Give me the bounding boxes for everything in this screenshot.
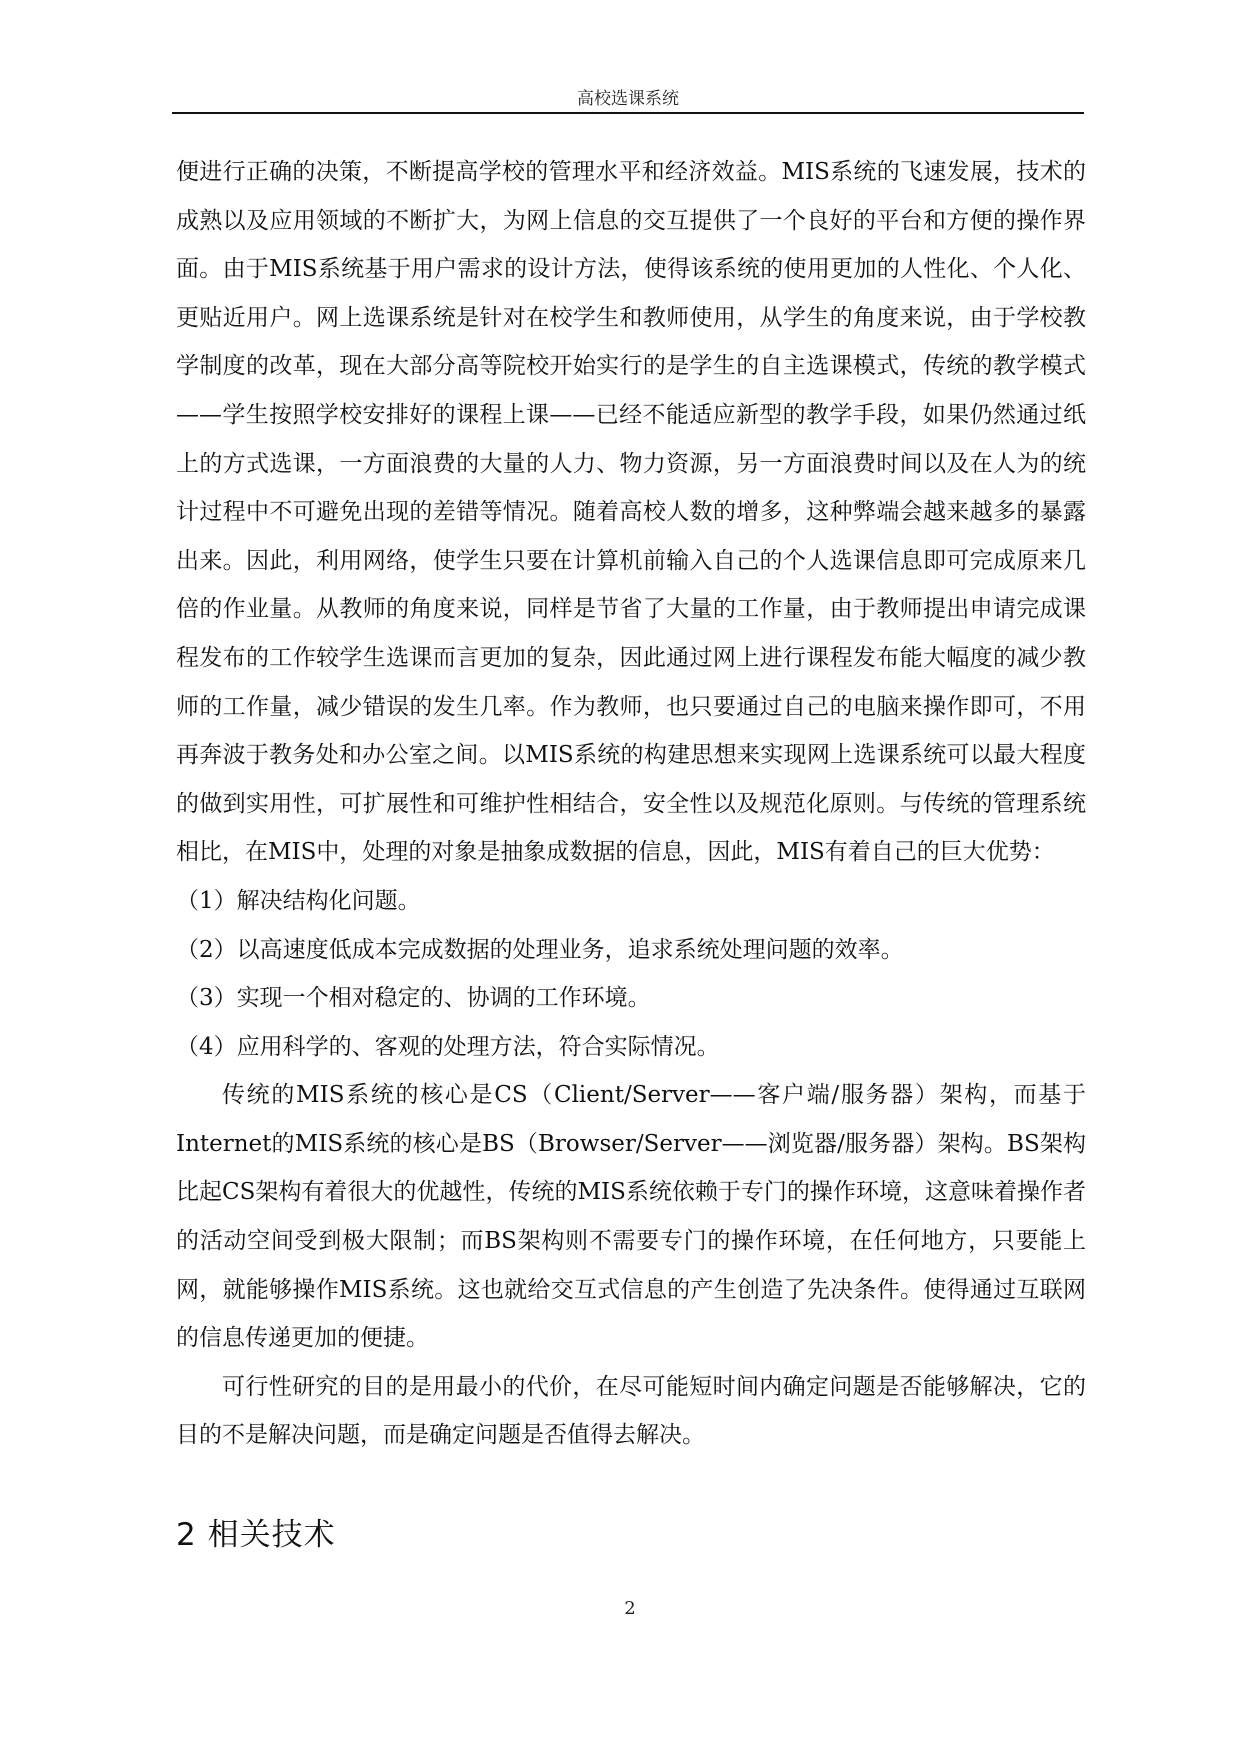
section-heading: 2 相关技术 — [176, 1517, 336, 1553]
paragraph-2: 传统的MIS系统的核心是CS（Client/Server——客户端/服务器）架构，而基于Internet的MIS系统的核心是BS（Browser/Server——浏览器/服务器）架构。BS架构比起CS架构有着很大的优越性，传统的MIS系统依赖于专门的操作环境，这意味着操作者的活动空间受到极大限制；而BS架构则不需要专门的操作环境，在任何地方，只要能上网，就能够操作MIS系统。这也就给交互式信息的产生创造了先决条件。使得通过互联网的信息传递更加的便捷。 — [176, 1082, 1086, 1352]
list-item-1: （1）解决结构化问题。 — [176, 887, 421, 914]
running-header: 高校选课系统 — [577, 89, 679, 109]
header-rule — [172, 112, 1084, 114]
page-number: 2 — [624, 1598, 636, 1619]
list-item-4: （4）应用科学的、客观的处理方法，符合实际情况。 — [176, 1033, 720, 1060]
advantages-list — [176, 877, 1086, 1071]
paragraph-3: 可行性研究的目的是用最小的代价，在尽可能短时间内确定问题是否能够解决，它的目的不是解决问题，而是确定问题是否值得去解决。 — [176, 1373, 1086, 1449]
list-item-2: （2）以高速度低成本完成数据的处理业务，追求系统处理问题的效率。 — [176, 936, 904, 963]
paragraph-1: 便进行正确的决策，不断提高学校的管理水平和经济效益。MIS系统的飞速发展，技术的成熟以及应用领域的不断扩大，为网上信息的交互提供了一个良好的平台和方便的操作界面。由于MIS系统基于用户需求的设计方法，使得该系统的使用更加的人性化、个人化、更贴近用户。网上选课系统是针对在校学生和教师使用，从学生的角度来说，由于学校教学制度的改革，现在大部分高等院校开始实行的是学生的自主选课模式，传统的教学模式——学生按照学校安排好的课程上课——已经不能适应新型的教学手段，如果仍然通过纸上的方式选课，一方面浪费的大量的人力、物力资源，另一方面浪费时间以及在人为的统计过程中不可避免出现的差错等情况。随着高校人数的增多，这种弊端会越来越多的暴露出来。因此，利用网络，使学生只要在计算机前输入自己的个人选课信息即可完成原来几倍的作业量。从教师的角度来说，同样是节省了大量的工作量，由于教师提出申请完成课程发布的工作较学生选课而言更加的复杂，因此通过网上进行课程发布能大幅度的减少教师的工作量，减少错误的发生几率。作为教师，也只要通过自己的电脑来操作即可，不用再奔波于教务处和办公室之间。以MIS系统的构建思想来实现网上选课系统可以最大程度的做到实用性，可扩展性和可维护性相结合，安全性以及规范化原则。与传统的管理系统相比，在MIS中，处理的对象是抽象成数据的信息，因此，MIS有着自己的巨大优势： — [176, 159, 1086, 866]
list-item-3: （3）实现一个相对稳定的、协调的工作环境。 — [176, 985, 651, 1012]
body-text — [176, 148, 1086, 1460]
